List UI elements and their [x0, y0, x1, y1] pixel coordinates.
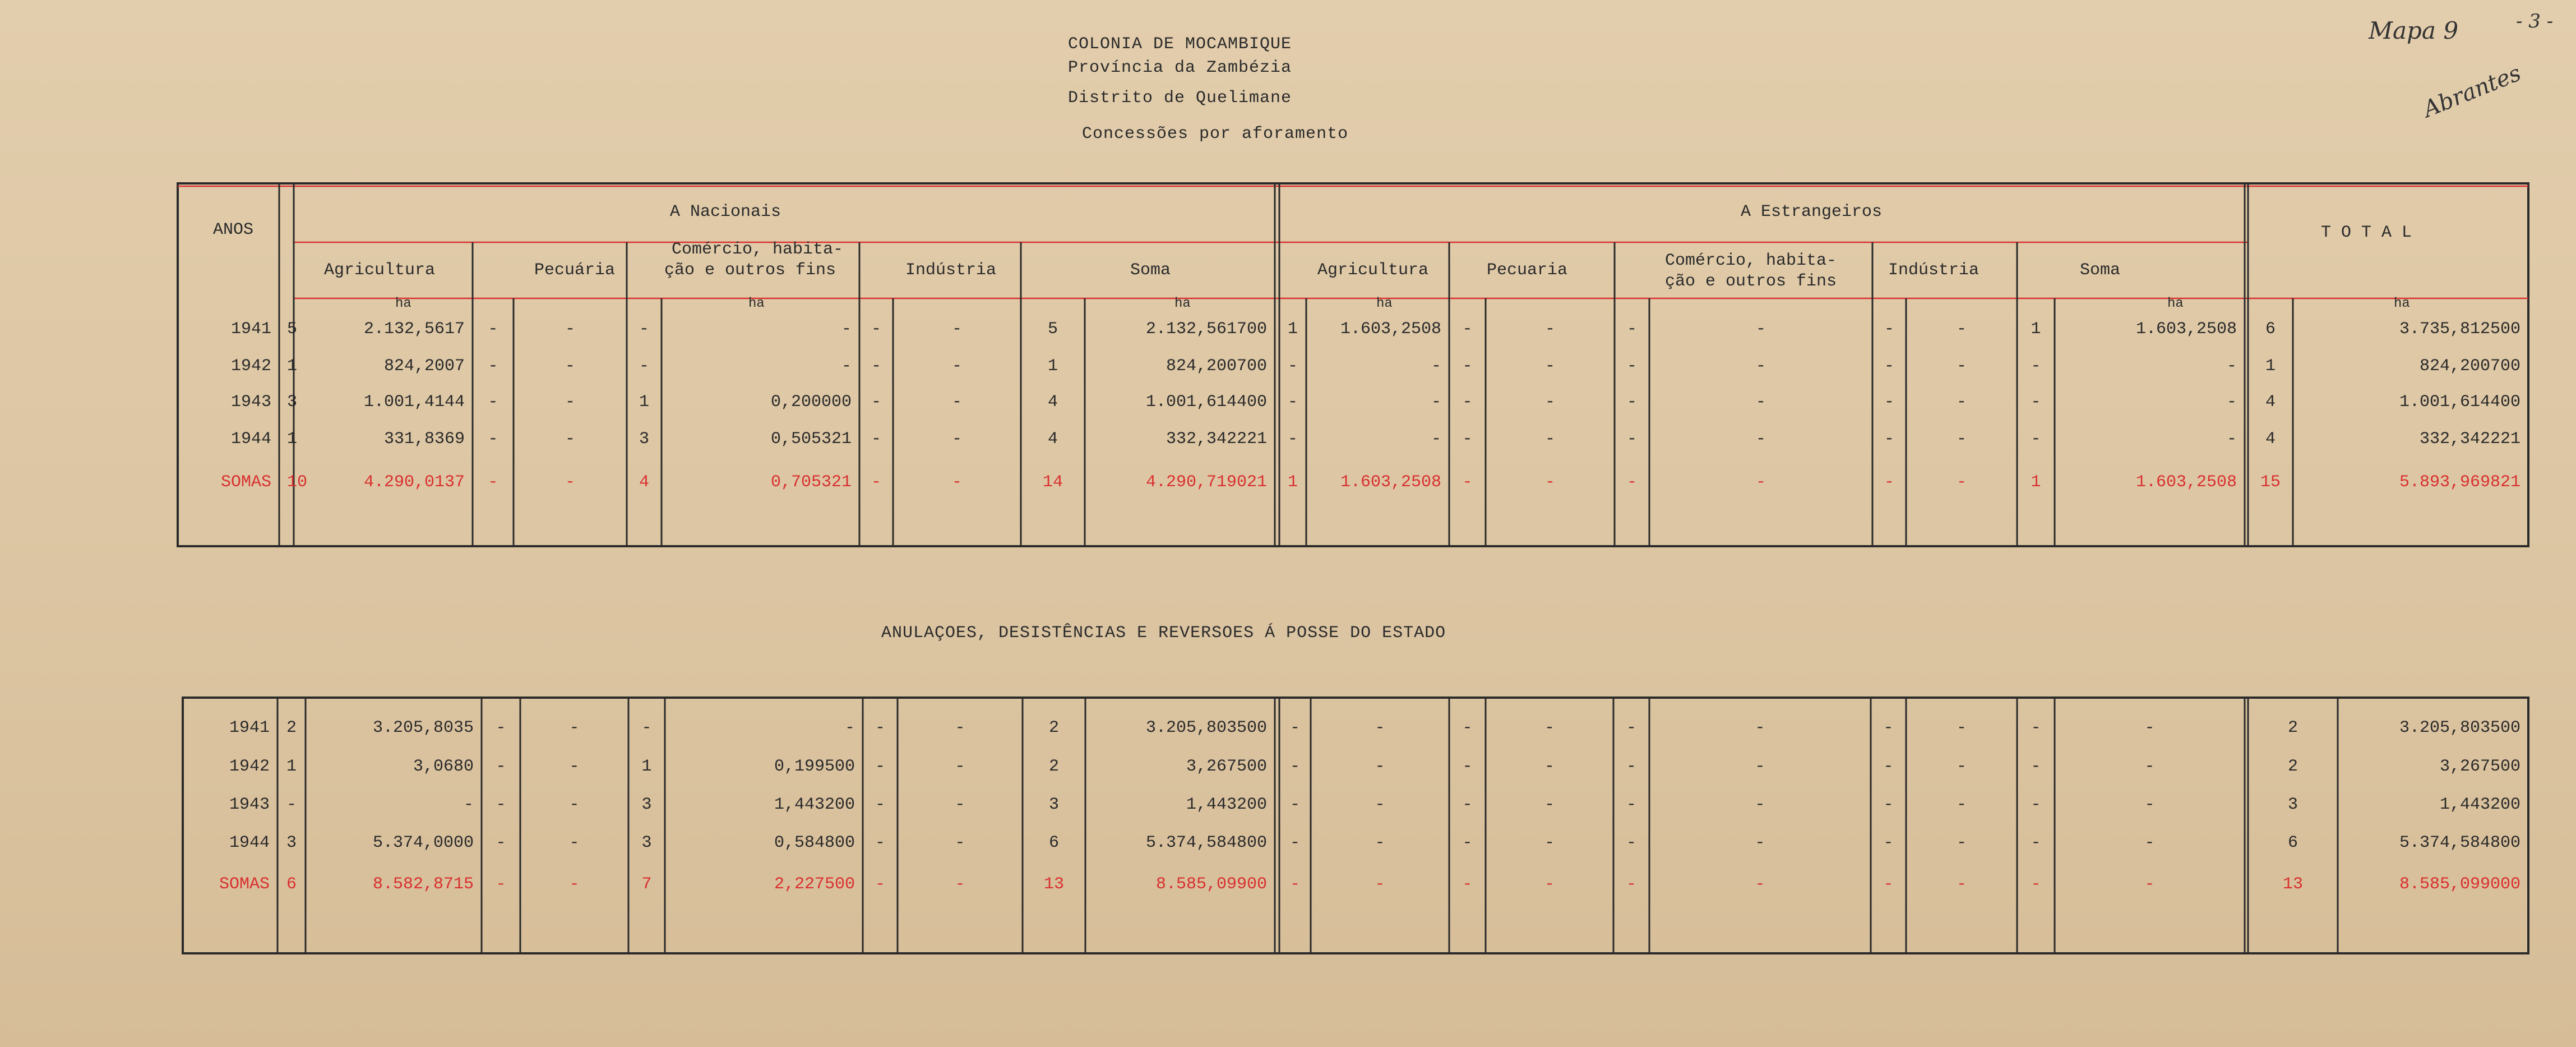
table-cell: -	[1884, 320, 1894, 339]
table-cell: -	[2226, 357, 2237, 376]
table-sum-cell: -	[1375, 875, 1385, 894]
table-cell: 2	[2287, 757, 2298, 776]
table-cell: -	[496, 795, 506, 814]
table-cell: 824,2007	[383, 357, 465, 376]
table-cell: -	[2226, 393, 2237, 412]
table-cell: -	[1289, 718, 1300, 737]
table-cell: 1.001,614400	[2399, 393, 2520, 412]
table-sum-cell: 8.585,099000	[2399, 875, 2520, 894]
table-sum-cell: 1	[1287, 473, 1298, 492]
table-cell: -	[565, 320, 575, 339]
table-cell: -	[1956, 320, 1967, 339]
table-cell: 1941	[230, 320, 271, 339]
table-cell: 1944	[229, 833, 270, 852]
table-cell: 3	[2287, 795, 2298, 814]
table-cell: -	[841, 320, 852, 339]
table-cell: -	[1462, 718, 1473, 737]
table-cell: -	[1375, 833, 1385, 852]
table-cell: -	[1755, 320, 1766, 339]
table-cell: -	[1544, 393, 1555, 412]
province-title: Província da Zambézia	[1068, 58, 1292, 77]
table-sum-cell: -	[875, 875, 885, 894]
table-sum-cell: -	[1289, 875, 1300, 894]
table-cell: -	[1956, 718, 1967, 737]
table-cell: 1,443200	[2439, 795, 2520, 814]
table-cell: -	[488, 430, 498, 449]
table-cell: 1.001,4144	[363, 393, 465, 412]
table-cell: 1942	[230, 357, 271, 376]
table-cell: 0,584800	[774, 833, 855, 852]
table-cell: -	[1956, 833, 1967, 852]
table-cell: -	[2031, 393, 2041, 412]
table-cell: -	[1375, 718, 1385, 737]
table-cell: -	[569, 757, 580, 776]
signature: Abrantes	[2420, 60, 2525, 123]
table-sum-cell: -	[565, 473, 575, 492]
table-cell: 5.374,584800	[2399, 833, 2520, 852]
table-cell: -	[1884, 430, 1894, 449]
table-cell: 332,342221	[1166, 430, 1267, 449]
table-cell: -	[1462, 833, 1473, 852]
header-n-comercio-1: Comércio, habita-	[672, 240, 844, 259]
table-cell: -	[1626, 430, 1637, 449]
unit-label: ha	[1376, 296, 1393, 311]
table-sum-cell: SOMAS	[220, 473, 271, 492]
table-cell: -	[488, 393, 498, 412]
table-cell: 824,200700	[2419, 357, 2520, 376]
table-sum-cell: 8.582,8715	[372, 875, 474, 894]
table-cell: 3,0680	[413, 757, 474, 776]
table-cell: -	[1883, 718, 1894, 737]
table-cell: -	[569, 833, 580, 852]
table-cell: -	[1431, 357, 1441, 376]
table-cell: 3	[286, 833, 297, 852]
table-sum-cell: -	[1755, 875, 1765, 894]
page-mark: - 3 -	[2516, 10, 2554, 33]
table-sum-cell: 4.290,0137	[363, 473, 465, 492]
table-sum-cell: 10	[287, 473, 308, 492]
table-cell: 3.205,8035	[372, 718, 474, 737]
table-cell: -	[955, 795, 965, 814]
table-cell: -	[496, 718, 506, 737]
table-cell: 4	[2265, 393, 2276, 412]
table-cell: -	[569, 718, 580, 737]
table-cell: -	[565, 430, 575, 449]
table-cell: 1,443200	[1186, 795, 1267, 814]
table-cell: 1	[287, 357, 298, 376]
table-sum-cell: -	[1626, 875, 1636, 894]
table-cell: 1.603,2508	[1340, 320, 1441, 339]
table-sum-cell: -	[569, 875, 580, 894]
header-e-soma: Soma	[2080, 261, 2121, 280]
table-cell: -	[1755, 833, 1765, 852]
table-cell: 0,199500	[774, 757, 855, 776]
table-cell: -	[1626, 833, 1636, 852]
table-cell: -	[1462, 393, 1473, 412]
table-cell: 1	[2265, 357, 2276, 376]
table-sum-cell: 13	[1043, 875, 1064, 894]
table-cell: 331,8369	[383, 430, 465, 449]
table-sum-cell: 8.585,09900	[1155, 875, 1267, 894]
table-cell: 2	[2287, 718, 2298, 737]
table-cell: -	[2031, 757, 2041, 776]
table-cell: 3	[639, 430, 649, 449]
header-estrangeiros: A Estrangeiros	[1741, 202, 1883, 222]
table-cell: -	[2144, 757, 2155, 776]
table-cell: 0,200000	[770, 393, 852, 412]
table-cell: 1941	[229, 718, 270, 737]
table-cell: -	[1544, 357, 1555, 376]
table-cell: -	[1884, 393, 1894, 412]
table-cell: 3	[1048, 795, 1059, 814]
header-e-comercio-1: Comércio, habita-	[1665, 251, 1837, 270]
table-cell: -	[1544, 430, 1555, 449]
table-cell: -	[1462, 430, 1473, 449]
table-cell: 4	[1047, 393, 1058, 412]
table-cell: -	[955, 757, 965, 776]
unit-label: ha	[748, 296, 765, 311]
table-cell: 1.603,2508	[2135, 320, 2237, 339]
header-e-industria: Indústria	[1888, 261, 1980, 280]
table-cell: -	[871, 320, 881, 339]
table-cell: 2.132,561700	[1145, 320, 1267, 339]
table-sum-cell: -	[488, 473, 498, 492]
table-cell: 1943	[230, 393, 271, 412]
table-cell: -	[1883, 795, 1894, 814]
table-cell: -	[639, 320, 649, 339]
header-n-soma: Soma	[1130, 261, 1171, 280]
table-cell: -	[1884, 357, 1894, 376]
table-cell: 3	[641, 795, 652, 814]
header-e-comercio-2: ção e outros fins	[1665, 272, 1837, 291]
header-n-comercio-2: ção e outros fins	[664, 261, 836, 280]
table-cell: -	[1287, 393, 1298, 412]
table-cell: 0,505321	[770, 430, 852, 449]
table-sum-cell: -	[1462, 875, 1473, 894]
table-cell: -	[951, 393, 962, 412]
table-cell: -	[841, 357, 852, 376]
district-title: Distrito de Quelimane	[1068, 89, 1292, 108]
table-cell: 2	[1048, 718, 1059, 737]
table-sum-cell: -	[871, 473, 881, 492]
table-cell: -	[2144, 833, 2155, 852]
table-cell: -	[2144, 795, 2155, 814]
colony-title: COLONIA DE MOCAMBIQUE	[1068, 35, 1292, 54]
table-cell: -	[1626, 393, 1637, 412]
table-cell: -	[1755, 393, 1766, 412]
table-cell: 332,342221	[2419, 430, 2520, 449]
table-cell: -	[1431, 430, 1441, 449]
table-cell: -	[1956, 795, 1967, 814]
table-cell: 3,267500	[2439, 757, 2520, 776]
table-cell: -	[1289, 833, 1300, 852]
table-cell: 1943	[229, 795, 270, 814]
table-cell: -	[1755, 795, 1765, 814]
table-cell: 2	[1048, 757, 1059, 776]
table-cell: -	[875, 757, 885, 776]
table-cell: -	[641, 718, 652, 737]
table-cell: -	[1544, 795, 1555, 814]
table-cell: -	[1755, 757, 1765, 776]
table-cell: -	[1544, 833, 1555, 852]
unit-label: ha	[1174, 296, 1191, 311]
table-cell: -	[1755, 718, 1765, 737]
table-sum-cell: 7	[641, 875, 652, 894]
table-sum-cell: -	[951, 473, 962, 492]
table-cell: -	[1287, 430, 1298, 449]
table-sum-cell: -	[496, 875, 506, 894]
table-cell: -	[951, 320, 962, 339]
table-cell: -	[871, 393, 881, 412]
table-sum-cell: 13	[2282, 875, 2303, 894]
table-cell: -	[875, 795, 885, 814]
table-cell: -	[1626, 757, 1636, 776]
table-cell: -	[2031, 833, 2041, 852]
table-cell: 824,200700	[1166, 357, 1267, 376]
table-sum-cell: -	[1755, 473, 1766, 492]
table-cell: -	[1462, 795, 1473, 814]
table-sum-cell: 4	[639, 473, 649, 492]
table-cell: -	[955, 833, 965, 852]
table-cell: -	[1883, 757, 1894, 776]
table-cell: -	[1626, 357, 1637, 376]
table-cell: -	[1626, 320, 1637, 339]
table-sum-cell: 1.603,2508	[2135, 473, 2237, 492]
table-cell: -	[1956, 393, 1967, 412]
table-sum-cell: -	[1544, 875, 1555, 894]
table-cell: -	[2031, 718, 2041, 737]
table-sum-cell: 1	[2031, 473, 2041, 492]
header-e-agricultura: Agricultura	[1317, 261, 1429, 280]
table-cell: 5.374,0000	[372, 833, 474, 852]
table-sum-cell: -	[955, 875, 965, 894]
table-cell: -	[496, 833, 506, 852]
table-cell: -	[2031, 357, 2041, 376]
table-cell: -	[1375, 795, 1385, 814]
table-cell: 3.735,812500	[2399, 320, 2520, 339]
table-cell: -	[1462, 320, 1473, 339]
table-cell: -	[1289, 757, 1300, 776]
table-sum-cell: -	[1544, 473, 1555, 492]
table-cell: 1	[1047, 357, 1058, 376]
table-cell: -	[286, 795, 297, 814]
table-cell: -	[951, 357, 962, 376]
section2-title: ANULAÇOES, DESISTÊNCIAS E REVERSOES Á POSSE DO ESTADO	[881, 624, 1446, 643]
table-cell: 3,267500	[1186, 757, 1267, 776]
table-cell: 3.205,803500	[1145, 718, 1267, 737]
unit-label: ha	[395, 296, 411, 311]
table-cell: 1	[641, 757, 652, 776]
table-cell: -	[1883, 833, 1894, 852]
table-sum-cell: -	[1883, 875, 1894, 894]
table-sum-cell: 5.893,969821	[2399, 473, 2520, 492]
unit-label: ha	[2394, 296, 2410, 311]
table-cell: -	[871, 430, 881, 449]
table-cell: -	[875, 718, 885, 737]
table-cell: -	[875, 833, 885, 852]
table-cell: -	[871, 357, 881, 376]
table-cell: -	[2226, 430, 2237, 449]
table-cell: -	[488, 357, 498, 376]
table-cell: -	[496, 757, 506, 776]
table-cell: 1.001,614400	[1145, 393, 1267, 412]
table-cell: -	[1289, 795, 1300, 814]
table-sum-cell: -	[2144, 875, 2155, 894]
header-nacionais: A Nacionais	[670, 202, 781, 222]
unit-label: ha	[2167, 296, 2184, 311]
table-cell: -	[1544, 320, 1555, 339]
subject-title: Concessões por aforamento	[1082, 124, 1349, 144]
table-cell: 1	[639, 393, 649, 412]
table-cell: 5	[1047, 320, 1058, 339]
table-sum-cell: 0,705321	[770, 473, 852, 492]
table-cell: -	[569, 795, 580, 814]
table-cell: -	[1755, 357, 1766, 376]
table-cell: -	[1375, 757, 1385, 776]
table-sum-cell: 1.603,2508	[1340, 473, 1441, 492]
table-cell: 6	[1048, 833, 1059, 852]
table-cell: 1	[286, 757, 297, 776]
table-cell: -	[639, 357, 649, 376]
table-cell: 6	[2287, 833, 2298, 852]
table-cell: -	[844, 718, 855, 737]
table-cell: -	[1431, 393, 1441, 412]
table-cell: -	[1956, 757, 1967, 776]
table-cell: 3	[287, 393, 298, 412]
table-cell: -	[1462, 357, 1473, 376]
table-sum-cell: -	[1956, 473, 1967, 492]
table-cell: -	[1626, 718, 1636, 737]
table-cell: -	[488, 320, 498, 339]
table-cell: 6	[2265, 320, 2276, 339]
table-cell: -	[1544, 757, 1555, 776]
table-cell: 1	[2031, 320, 2041, 339]
table-cell: 5.374,584800	[1145, 833, 1267, 852]
table-cell: -	[951, 430, 962, 449]
table-sum-cell: 2,227500	[774, 875, 855, 894]
table-cell: 1942	[229, 757, 270, 776]
table-cell: 3.205,803500	[2399, 718, 2520, 737]
table-sum-cell: -	[1956, 875, 1967, 894]
table-cell: -	[2031, 430, 2041, 449]
header-n-pecuaria: Pecuária	[534, 261, 616, 280]
table-sum-cell: SOMAS	[219, 875, 270, 894]
table-cell: -	[2144, 718, 2155, 737]
header-anos: ANOS	[213, 220, 254, 239]
table-cell: -	[1755, 430, 1766, 449]
table-cell: 4	[2265, 430, 2276, 449]
header-total: T O T A L	[2321, 223, 2412, 242]
table-cell: -	[1462, 757, 1473, 776]
table-cell: 1,443200	[774, 795, 855, 814]
table-cell: -	[1544, 718, 1555, 737]
table-cell: -	[1626, 795, 1636, 814]
header-n-agricultura: Agricultura	[324, 261, 436, 280]
table-cell: 1944	[230, 430, 271, 449]
table-sum-cell: -	[1626, 473, 1637, 492]
table-sum-cell: 14	[1042, 473, 1063, 492]
table-cell: 3	[641, 833, 652, 852]
table-cell: 5	[287, 320, 298, 339]
table-sum-cell: -	[1462, 473, 1473, 492]
table-sum-cell: -	[2031, 875, 2041, 894]
table-cell: 2	[286, 718, 297, 737]
table-cell: -	[565, 393, 575, 412]
table-sum-cell: 4.290,719021	[1145, 473, 1267, 492]
table-cell: -	[1956, 357, 1967, 376]
table-cell: -	[1287, 357, 1298, 376]
table-cell: -	[1956, 430, 1967, 449]
table-cell: -	[463, 795, 474, 814]
table-cell: -	[2031, 795, 2041, 814]
header-e-pecuaria: Pecuaria	[1487, 261, 1568, 280]
table-sum-cell: -	[1884, 473, 1894, 492]
table-cell: 1	[287, 430, 298, 449]
table-sum-cell: 6	[286, 875, 297, 894]
table-sum-cell: 15	[2260, 473, 2281, 492]
table-cell: -	[565, 357, 575, 376]
table-cell: 4	[1047, 430, 1058, 449]
map-label: Mapa 9	[2369, 17, 2459, 44]
table-cell: -	[955, 718, 965, 737]
header-n-industria: Indústria	[905, 261, 997, 280]
table-cell: 2.132,5617	[363, 320, 465, 339]
table-cell: 1	[1287, 320, 1298, 339]
